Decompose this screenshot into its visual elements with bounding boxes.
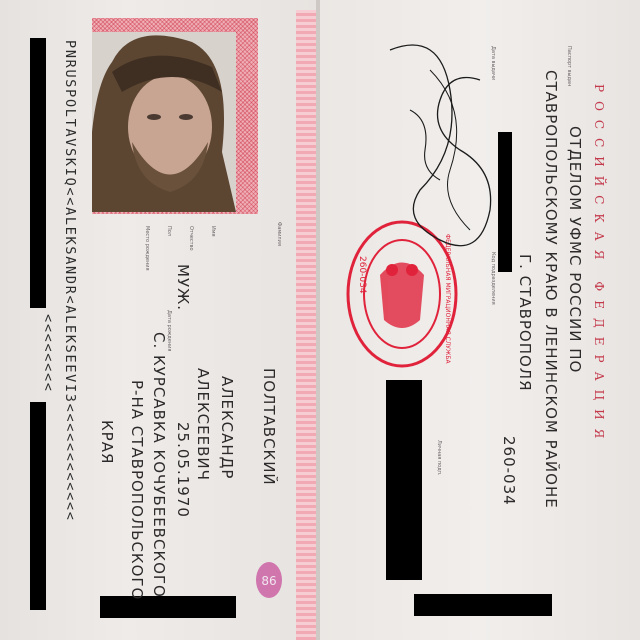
mrz-line-1: PNRUSPOLTAVSKIQ<<ALEKSANDR<ALEKSEEVI3<<<<<<<<<<<< xyxy=(62,40,78,522)
name-caption: Имя xyxy=(210,226,216,237)
birthplace-line-3: КРАЯ xyxy=(98,420,116,465)
birthplace-line-2: Р-НА СТАВРОПОЛЬСКОГО xyxy=(128,380,146,601)
dob-caption: Дата рождения xyxy=(166,310,172,352)
name-value: АЛЕКСАНДР xyxy=(218,376,236,480)
surname-value: ПОЛТАВСКИЙ xyxy=(260,368,278,486)
surname-caption: Фамилия xyxy=(276,222,282,246)
birthplace-line-1: С. КУРСАВКА КОЧУБЕЕВСКОГО xyxy=(150,332,168,598)
dept-code-caption: Код подразделения xyxy=(490,252,496,305)
issued-by-caption: Паспорт выдан xyxy=(566,46,572,87)
sex-value: МУЖ. xyxy=(174,264,192,312)
redaction-bar xyxy=(498,132,512,272)
mrz-line-2: <<<<<<<< xyxy=(40,314,56,393)
patronymic-value: АЛЕКСЕЕВИЧ xyxy=(194,368,212,481)
issued-by-line-3: Г. СТАВРОПОЛЯ xyxy=(516,254,534,392)
redaction-bar xyxy=(30,402,46,610)
hologram-emblem-icon xyxy=(254,560,284,600)
redaction-bar xyxy=(30,38,46,308)
binding-strip xyxy=(296,10,318,640)
svg-text:86: 86 xyxy=(261,574,277,588)
issued-by-line-1: ОТДЕЛОМ УФМС РОССИИ ПО xyxy=(566,126,584,374)
redaction-bar xyxy=(386,380,422,580)
patronymic-caption: Отчество xyxy=(188,226,194,251)
redaction-bar xyxy=(414,594,552,616)
country-title: РОССИЙСКАЯ ФЕДЕРАЦИЯ xyxy=(592,84,606,448)
signature-caption: Личная подп. xyxy=(436,440,442,476)
dept-code-value: 260-034 xyxy=(500,436,518,506)
birthplace-caption: Место рождения xyxy=(144,226,150,271)
redaction-bar xyxy=(100,596,236,618)
sex-caption: Пол xyxy=(166,226,172,237)
official-signature xyxy=(380,30,500,280)
stamp-ring-text: ФЕДЕРАЛЬНАЯ МИГРАЦИОННАЯ СЛУЖБА xyxy=(444,234,451,364)
stamp-code: 260-034 xyxy=(357,256,367,294)
dob-value: 25.05.1970 xyxy=(174,422,192,518)
holder-photo xyxy=(92,32,236,212)
issued-by-line-2: СТАВРОПОЛЬСКОМУ КРАЮ В ЛЕНИНСКОМ РАЙОНЕ xyxy=(542,70,560,509)
issue-date-caption: Дата выдачи xyxy=(490,46,496,81)
